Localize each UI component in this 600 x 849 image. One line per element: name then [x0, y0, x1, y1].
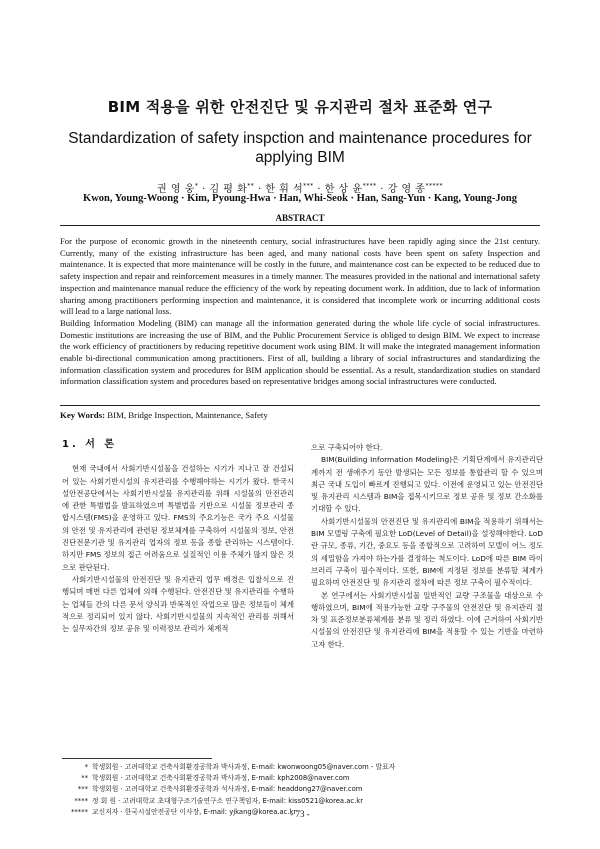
- abstract-body: [60, 236, 540, 388]
- abstract-bottom-rule: [60, 405, 540, 406]
- body-paragraph: 본 연구에서는 사회기반시설물 일반적인 교량 구조물을 대상으로 수행하였으며, BIM에 적용가능한 교량 구주물의 안전진단 및 유지관리 절차 및 표준정보분류체계를 분류 및 정리 하였다. 이에 근거하여 사회기반시설물의 안전진단 및 유지관리에 BIM을 적용할 수 있는 기반을 마련하고자 한다.: [311, 590, 543, 649]
- abstract-heading: ABSTRACT: [275, 213, 325, 223]
- keywords-label: Key Words:: [60, 410, 106, 420]
- body-paragraph: 사회기반시설물의 안전진단 및 유지관리 업무 배경은 입찰식으로 진행되며 매번 다른 업체에 의해 수행된다. 안전진단 및 유지관리를 수행하는 업체들 간의 다른 문서 양식과 반복적인 작업으로 많은 정보들이 체계적으로 정리되어 있지 않다. 사회기반시설물의 지속적인 관리를 위해서는 실무자간의 정보 공유 및 이력정보 관리가 체계적: [62, 574, 294, 634]
- abstract-paragraph: For the purpose of economic growth in the nineteenth century, social infrastructures have been rapidly aging since the 21st century. Currently, many of the existing infrastructure has been aged, and many national costs have been spent on safety Inspection and maintenance. It is expected that more maintenance will be costly in the future, and maintenance cost can be expected to be reduced due to safety inspection and repair and reinforcement measures in a timely manner. The measures provided in the national and international safety inspection and maintenance manual reduce the efficiency of the work by repeating document work. In addition, due to lack of information sharing among practitioners performing inspection and maintenance, it is considered that incomplete work or incurring additional costs will lead to a large national loss.: [60, 236, 540, 317]
- author-separator: ·: [254, 184, 266, 195]
- right-column: [311, 442, 543, 651]
- english-title: Standardization of safety inspction and maintenance procedures for applying BIM: [68, 130, 532, 166]
- author-separator: ·: [376, 184, 388, 195]
- author-mark: **: [247, 182, 255, 190]
- footnote-mark: *****: [71, 807, 88, 816]
- keywords-line: [60, 410, 540, 420]
- abstract-top-rule: [60, 225, 540, 226]
- footnote-text: 학생회원 · 고려대학교 건축사회환경공학과 박사과정, E-mail: kwonwoong05@naver.com - 발표자: [92, 763, 396, 771]
- korean-title: BIM 적용을 위한 안전진단 및 유지관리 절차 표준화 연구: [107, 98, 493, 116]
- author-separator: ·: [313, 184, 325, 195]
- author-separator: ·: [198, 184, 210, 195]
- body-paragraph: 사회기반시설물의 안전진단 및 유지관리에 BIM을 적용하기 위해서는 BIM 모델링 구축에 필요한 LoD(Level of Detail)을 설정해야한다. LoD란 규모, 종류, 기간, 중요도 등을 종합적으로 고려하여 모델이 어느 정도의 세밀함을 가져야 하는가를 결정하는 척도이다. LoD에 따른 BIM 라이브러리 구축이 필수적이다. 또한, BIM에 지정된 정보를 분류할 체계가 필요하며 안전진단 및 유지관리 절차에 따른 정보 구축이 필수적이다.: [311, 516, 543, 588]
- body-paragraph: 현재 국내에서 사회기반시설물을 건설하는 시기가 지나고 잘 건설되어 있는 사회기반시설의 유지관리를 수행해야하는 시기가 왔다. 한국시설안전공단에서는 사회기반시설물 유지관리를 위해 시설물의 안전관리에 관한 특별법을 발표하였으며 특별법을 기반으로 시설물 정보관리 종합시스템(FMS)을 운영하고 있다. FMS의 주요기능은 국가 주요 시설물의 안전 및 유지관리에 관련된 정보체계를 구축하여 시설물의 정보, 안전진단전문기관 및 유지관리 업자의 정보 등을 종합 관리하는 시스템이다. 하지만 FMS 정보의 접근 어려움으로 실질적인 이용 주체가 많지 않은 것으로 판단된다.: [62, 464, 294, 572]
- author-mark: *****: [425, 182, 443, 190]
- author-mark: ***: [303, 182, 314, 190]
- footnote-text: 교신저자 · 한국시설안전공단 이사장, E-mail: yjkang@korea.ac.kr: [92, 807, 297, 816]
- footnote-text: 학생회원 · 고려대학교 건축사회환경공학과 박사과정, E-mail: kph2008@naver.com: [92, 774, 350, 783]
- footnote-text: 정 회 원 · 고려대학교 초대형구조기술연구소 연구책임자, E-mail: kiss0521@korea.ac.kr: [92, 796, 364, 805]
- body-paragraph: BIM(Building Information Modeling)은 기획단계에서 유지관리단계까지 전 생애주기 동안 발생되는 모든 정보를 통합관리 할 수 있으며 최근 국내 도입이 빠르게 진행되고 있다. 이전에 운영되고 있는 안전진단 및 유지관리 시스템과 BIM을 접목시키므로 정보 공유 및 정보 간소화를 기대할 수 있다.: [311, 455, 543, 514]
- footnote: [62, 796, 542, 807]
- section-heading-introduction: 1. 서 론: [62, 439, 118, 450]
- author-name: 한 휘 석: [265, 184, 304, 195]
- footnote-text: 학생회원 · 고려대학교 건축사회환경공학과 석사과정, E-mail: headdong27@naver.com: [92, 785, 363, 794]
- page-number: - 73 -: [290, 809, 310, 819]
- author-name: 권 영 웅: [157, 184, 195, 195]
- footnote-rule: [62, 758, 212, 759]
- author-name: 한 상 윤: [324, 184, 363, 195]
- abstract-paragraph: Building Information Modeling (BIM) can manage all the information generated during the whole life cycle of social infrastructures. Domestic institutions are increasing the use of BIM, and the Public Procurement Service is obliged to design BIM. We expect to increase the work efficiency of practitioners by reducing repetitive document work using BIM. It will make the integrated management information enable bi-directional communication among practitioners. First of all, building a library of social infrastructures and standardizing the information classification system and procedures for BIM application should be essential. As a result, standardization studies on standard information classification system and procedures based on representative bridges among social infrastructures were conducted.: [60, 317, 540, 387]
- keywords-value: BIM, Bridge Inspection, Maintenance, Safety: [107, 410, 268, 420]
- english-author-list: Kwon, Young-Woong · Kim, Pyoung-Hwa · Han, Whi-Seok · Han, Sang-Yun · Kang, Young-Jong: [83, 193, 517, 204]
- footnote-mark: **: [81, 774, 88, 783]
- author-mark: *: [194, 182, 199, 190]
- author-name: 강 영 종: [387, 184, 426, 195]
- left-column: [62, 439, 294, 635]
- footnote: [62, 773, 542, 784]
- body-paragraph: 으로 구축되어야 한다.: [311, 443, 383, 452]
- footnote: [62, 762, 542, 773]
- author-mark: ****: [362, 182, 377, 190]
- footnote-mark: *: [84, 763, 88, 771]
- footnote: [62, 784, 542, 795]
- author-name: 김 평 화: [209, 184, 248, 195]
- footnote-mark: ***: [77, 785, 88, 794]
- footnote-mark: ****: [74, 796, 88, 805]
